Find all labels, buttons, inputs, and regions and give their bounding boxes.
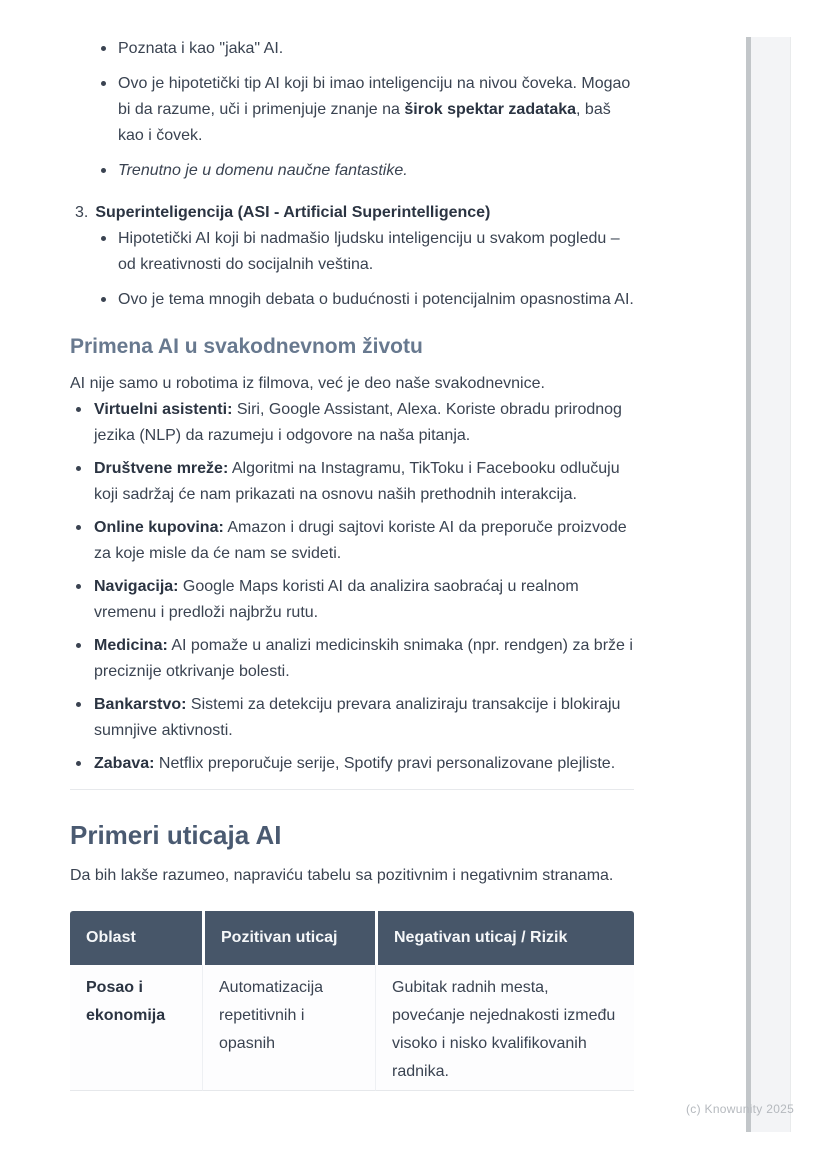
table-row	[70, 965, 634, 1091]
list-item	[92, 226, 634, 278]
list-item-lead: Medicina:	[94, 637, 168, 654]
table-header-pozitivan: Pozitivan uticaj	[202, 911, 375, 965]
numbered-item-asi	[75, 200, 634, 226]
list-item-text: Amazon i drugi sajtovi koriste AI da preporuče proizvode za koje misle da će nam se svideti.	[94, 519, 627, 562]
watermark: (c) Knowunity 2025	[686, 1102, 795, 1116]
list-number: 3.	[75, 204, 89, 221]
table-header-row	[70, 911, 634, 965]
list-item-lead: Virtuelni asistenti:	[94, 401, 233, 418]
numbered-item-title: Superinteligencija (ASI - Artificial Superintelligence)	[95, 204, 491, 221]
list-item-text: , baš kao i čovek.	[118, 101, 611, 144]
table-cell-oblast: Posao i ekonomija	[70, 965, 202, 1091]
section-heading-primeri: Primeri uticaja AI	[70, 820, 282, 850]
impact-table-body	[70, 965, 634, 1091]
bullet-list-primena	[70, 397, 634, 777]
list-item	[92, 158, 634, 184]
list-item-text: Netflix preporučuje serije, Spotify pravi personalizovane plejliste.	[154, 755, 616, 772]
list-item	[70, 515, 634, 567]
list-item-text: AI pomaže u analizi medicinskih snimaka (npr. rendgen) za brže i preciznije otkrivanje bolesti.	[94, 637, 633, 680]
list-item-text: Algoritmi na Instagramu, TikToku i Facebooku odlučuju koji sadržaj će nam prikazati na osnovu naših prethodnih interakcija.	[94, 460, 620, 503]
list-item	[70, 574, 634, 626]
list-item-italic-text: Trenutno je u domenu naučne fantastike.	[118, 162, 408, 179]
list-item	[92, 36, 634, 62]
list-item-text: Poznata i kao "jaka" AI.	[118, 40, 284, 57]
list-item-lead: Online kupovina:	[94, 519, 224, 536]
list-item	[70, 456, 634, 508]
list-item-lead: Bankarstvo:	[94, 696, 187, 713]
list-item	[70, 633, 634, 685]
paragraph-primena-intro: AI nije samo u robotima iz filmova, već je deo naše svakodnevnice.	[70, 375, 545, 392]
list-item-text: Google Maps koristi AI da analizira saobraćaj u realnom vremenu i predloži najbržu rutu.	[94, 578, 579, 621]
list-item-text: Sistemi za detekciju prevara analiziraju transakcije i blokiraju sumnjive aktivnosti.	[94, 696, 621, 739]
section-divider	[70, 789, 634, 790]
section-heading-primena: Primena AI u svakodnevnom životu	[70, 335, 423, 358]
list-item	[92, 287, 634, 313]
table-header-negativan: Negativan uticaj / Rizik	[375, 911, 634, 965]
paragraph-primeri-intro: Da bih lakše razumeo, napraviću tabelu sa pozitivnim i negativnim stranama.	[70, 867, 614, 884]
list-item-lead: Društvene mreže:	[94, 460, 229, 477]
list-item	[92, 71, 634, 149]
list-item	[70, 397, 634, 449]
list-item	[70, 692, 634, 744]
list-item-text: Ovo je tema mnogih debata o budućnosti i potencijalnim opasnostima AI.	[118, 291, 634, 308]
list-item-text: Siri, Google Assistant, Alexa. Koriste obradu prirodnog jezika (NLP) da razumeju i odgovore na naša pitanja.	[94, 401, 622, 444]
bullet-list-asi	[92, 226, 634, 313]
list-item-text: Ovo je hipotetički tip AI koji bi imao inteligenciju na nivou čoveka. Mogao bi da razume, uči i primenjuje znanje na	[118, 75, 631, 118]
list-item	[70, 751, 634, 777]
bullet-list-agi	[92, 36, 634, 184]
list-item-text: Hipotetički AI koji bi nadmašio ljudsku inteligenciju u svakom pogledu – od kreativnosti do socijalnih veština.	[118, 230, 620, 273]
document-content	[70, 0, 634, 1091]
list-item-lead: Zabava:	[94, 755, 155, 772]
list-item-lead: Navigacija:	[94, 578, 179, 595]
scrollbar-track[interactable]	[746, 37, 791, 1132]
impact-table	[70, 911, 634, 1091]
impact-table-header	[70, 911, 634, 965]
list-item-bold-text: širok spektar zadataka	[404, 101, 577, 118]
table-cell-pozitivan: Automatizacija repetitivnih i opasnih	[202, 965, 375, 1091]
table-header-oblast: Oblast	[70, 911, 202, 965]
table-cell-negativan: Gubitak radnih mesta, povećanje nejednakosti između visoko i nisko kvalifikovanih radnika.	[375, 965, 634, 1091]
